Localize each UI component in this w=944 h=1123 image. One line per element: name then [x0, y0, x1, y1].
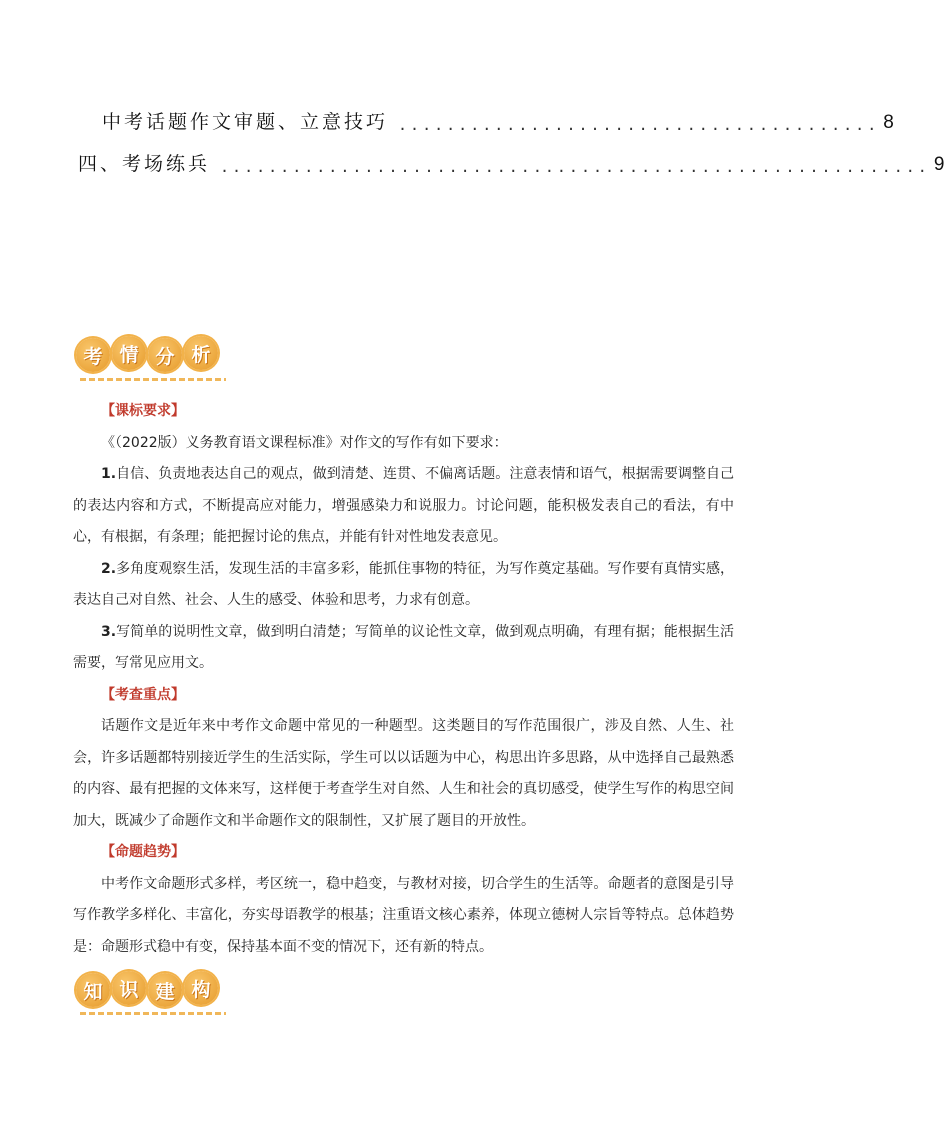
section-heading-label: 【课标要求】 [101, 403, 185, 419]
section-banner-exam-analysis [76, 338, 218, 372]
section-heading-label: 【考查重点】 [101, 686, 185, 703]
banner-char: 识 [112, 971, 146, 1005]
banner-char: 知 [76, 973, 110, 1007]
banner-char: 考 [76, 338, 110, 372]
item-text: 多角度观察生活，发现生活的丰富多彩，能抓住事物的特征，为写作奠定基础。写作要有真情实感，表达自己对自然、社会、人生的感受、体验和思考，力求有创意。 [73, 560, 734, 608]
standards-intro: 《（2022版）义务教育语文课程标准》对作文的写作有如下要求： [101, 434, 508, 451]
banner-char: 构 [184, 971, 218, 1005]
section-banner-knowledge-building [76, 973, 218, 1007]
item-number: 3. [101, 623, 117, 640]
trend-paragraph: 中考作文命题形式多样，考区统一，稳中趋变，与教材对接，切合学生的生活等。命题者的意图是引导写作教学多样化、丰富化，夯实母语教学的根基；注重语文核心素养，体现立德树人宗旨等特点。总体趋势是：命题形式稳中有变，保持基本面不变的情况下，还有新的特点。 [73, 875, 734, 955]
standards-heading [73, 396, 734, 428]
banner-underline-decoration [80, 1012, 226, 1015]
banner-char: 析 [184, 336, 218, 370]
focus-paragraph: 话题作文是近年来中考作文命题中常见的一种题型。这类题目的写作范围很广，涉及自然、人生、社会，许多话题都特别接近学生的生活实际，学生可以以话题为中心，构思出许多思路，从中选择自己最熟悉的内容、最有把握的文体来写，这样便于考查学生对自然、人生和社会的真切感受，使学生写作的构思空间加大，既减少了命题作文和半命题作文的限制性，又扩展了题目的开放性。 [73, 718, 734, 829]
banner-char: 建 [148, 973, 182, 1007]
standards-item-2 [73, 554, 734, 617]
item-number: 2. [101, 560, 117, 577]
section-heading-label: 【命题趋势】 [101, 844, 185, 860]
toc-page-number: 9 [933, 154, 944, 175]
standards-item-1 [73, 459, 734, 554]
banner-underline-decoration [80, 378, 226, 381]
toc-entry-label: 四、考场练兵 [78, 153, 211, 175]
toc-leader-dots: ........................................ [398, 116, 880, 134]
item-text: 自信、负责地表达自己的观点，做到清楚、连贯、不偏离话题。注意表情和语气，根据需要调整自己的表达内容和方式，不断提高应对能力，增强感染力和说服力。讨论问题，能积极发表自己的看法，有中心，有根据，有条理；能把握讨论的焦点，并能有针对性地发表意见。 [73, 466, 734, 545]
exam-analysis-content [73, 396, 734, 963]
standards-item-3 [73, 617, 734, 680]
banner-char: 分 [148, 338, 182, 372]
toc-leader-dots: ........................................................... [220, 158, 930, 176]
banner-char: 情 [112, 336, 146, 370]
toc-entry-exam-practice[interactable] [78, 146, 944, 176]
toc-entry-topic-essay-skills[interactable] [102, 104, 894, 134]
trend-heading [73, 837, 734, 869]
toc-entry-label: 中考话题作文审题、立意技巧 [102, 111, 389, 133]
focus-heading [73, 680, 734, 712]
item-number: 1. [101, 466, 117, 482]
item-text: 写简单的说明性文章，做到明白清楚；写简单的议论性文章，做到观点明确，有理有据；能根据生活需要，写常见应用文。 [73, 623, 734, 671]
toc-page-number: 8 [883, 112, 894, 133]
